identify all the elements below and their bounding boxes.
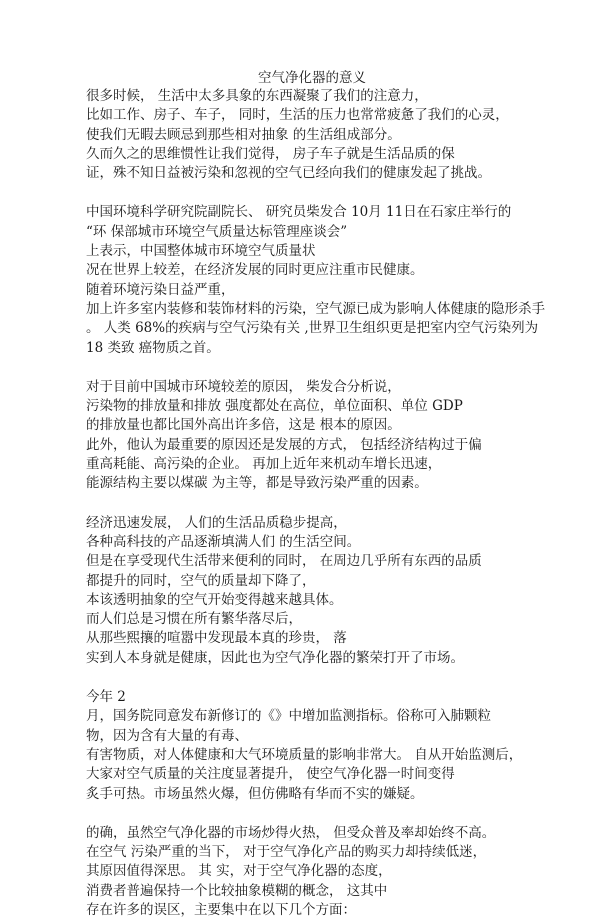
text-line: 比如工作、房子、车子， 同时，生活的压力也常常疲惫了我们的心灵， bbox=[86, 107, 509, 124]
text-line: 实到人本身就是健康，因此也为空气净化器的繁荣打开了市场。 bbox=[86, 649, 464, 666]
text-line: 此外，他认为最重要的原因还是发展的方式， 包括经济结构过于偏 bbox=[86, 436, 482, 453]
paragraph-spacer bbox=[86, 804, 526, 824]
text-line: 中国环境科学研究院副院长、 研究员柴发合 10月 11日在石家庄举行的 bbox=[86, 204, 512, 221]
text-line: 从那些熙攘的喧嚣中发现最本真的珍贵， 落 bbox=[86, 630, 347, 647]
text-line: 有害物质，对人体健康和大气环境质量的影响非常大。 自从开始监测后， bbox=[86, 746, 523, 763]
text-line: 上表示，中国整体城市环境空气质量状 bbox=[86, 243, 316, 260]
text-line: 都提升的同时，空气的质量却下降了， bbox=[86, 572, 316, 589]
paragraph-4 bbox=[86, 514, 526, 668]
text-line: 随着环境污染日益严重， bbox=[86, 281, 235, 298]
text-line: 炙手可热。市场虽然火爆，但仿佛略有华而不实的嫌疑。 bbox=[86, 785, 424, 802]
text-line: 能源结构主要以煤碳 为主等，都是导致污染严重的因素。 bbox=[86, 475, 428, 492]
text-line: 18 类致 癌物质之首。 bbox=[86, 339, 220, 356]
text-line: 证，殊不知日益被污染和忽视的空气已经向我们的健康发起了挑战。 bbox=[86, 165, 491, 182]
text-line: 各种高科技的产品逐渐填满人们 的生活空间。 bbox=[86, 533, 361, 550]
text-line: 大家对空气质量的关注度显著提升， 使空气净化器一时间变得 bbox=[86, 766, 455, 783]
text-line: 消费者普遍保持一个比较抽象模糊的概念， 这其中 bbox=[86, 882, 388, 899]
text-line: 月，国务院同意发布新修订的《》中增加监测指标。俗称可入肺颗粒 bbox=[86, 708, 491, 725]
text-line: 经济迅速发展， 人们的生活品质稳步提高， bbox=[86, 514, 347, 531]
text-line: 重高耗能、高污染的企业。 再加上近年来机动车增长迅速， bbox=[86, 456, 442, 473]
paragraph-spacer bbox=[86, 358, 526, 378]
document-page bbox=[86, 70, 545, 920]
paragraph-1 bbox=[86, 87, 526, 183]
text-line: 使我们无暇去顾忌到那些相对抽象 的生活组成部分。 bbox=[86, 126, 401, 143]
text-line: 本该透明抽象的空气开始变得越来越具体。 bbox=[86, 591, 343, 608]
text-line: 污染物的排放量和排放 强度都处在高位，单位面积、单位 GDP bbox=[86, 398, 463, 415]
text-line: 其原因值得深思。 其 实，对于空气净化器的态度， bbox=[86, 863, 392, 880]
text-line: 而人们总是习惯在所有繁华落尽后， bbox=[86, 611, 302, 628]
text-line: 物，因为含有大量的有毒、 bbox=[86, 727, 248, 744]
text-line: 很多时候， 生活中太多具象的东西凝聚了我们的注意力， bbox=[86, 88, 428, 104]
text-line: 况在世界上较差，在经济发展的同时更应注重市民健康。 bbox=[86, 262, 424, 279]
text-line: 加上许多室内装修和装饰材料的污染，空气源已成为影响人体健康的隐形杀手 bbox=[86, 300, 545, 317]
paragraph-spacer bbox=[86, 494, 526, 514]
text-line: 。 人类 68%的疾病与空气污染有关 ,世界卫生组织更是把室内空气污染列为 bbox=[86, 320, 539, 337]
paragraph-5 bbox=[86, 688, 526, 804]
text-line: 的排放量也都比国外高出许多倍，这是 根本的原因。 bbox=[86, 417, 401, 434]
text-line: 久而久之的思维惯性让我们觉得， 房子车子就是生活品质的保 bbox=[86, 145, 455, 162]
text-line: 存在许多的误区，主要集中在以下几个方面： bbox=[86, 901, 356, 918]
paragraph-2 bbox=[86, 203, 545, 357]
text-line: 的确，虽然空气净化器的市场炒得火热， 但受众普及率却始终不高。 bbox=[86, 824, 496, 841]
paragraph-spacer bbox=[86, 668, 526, 688]
paragraph-spacer bbox=[86, 183, 526, 203]
paragraph-3 bbox=[86, 378, 526, 494]
paragraph-6 bbox=[86, 824, 526, 920]
text-line: 今年 2 bbox=[86, 689, 126, 706]
document-title: 空气净化器的意义 bbox=[258, 70, 366, 86]
text-line: 对于目前中国城市环境较差的原因， 柴发合分析说， bbox=[86, 378, 401, 395]
text-line: 在空气 污染严重的当下， 对于空气净化产品的购买力却持续低迷， bbox=[86, 844, 487, 861]
text-line: “环 保部城市环境空气质量达标管理座谈会” bbox=[86, 223, 348, 240]
text-line: 但是在享受现代生活带来便利的同时， 在周边几乎所有东西的品质 bbox=[86, 553, 482, 570]
